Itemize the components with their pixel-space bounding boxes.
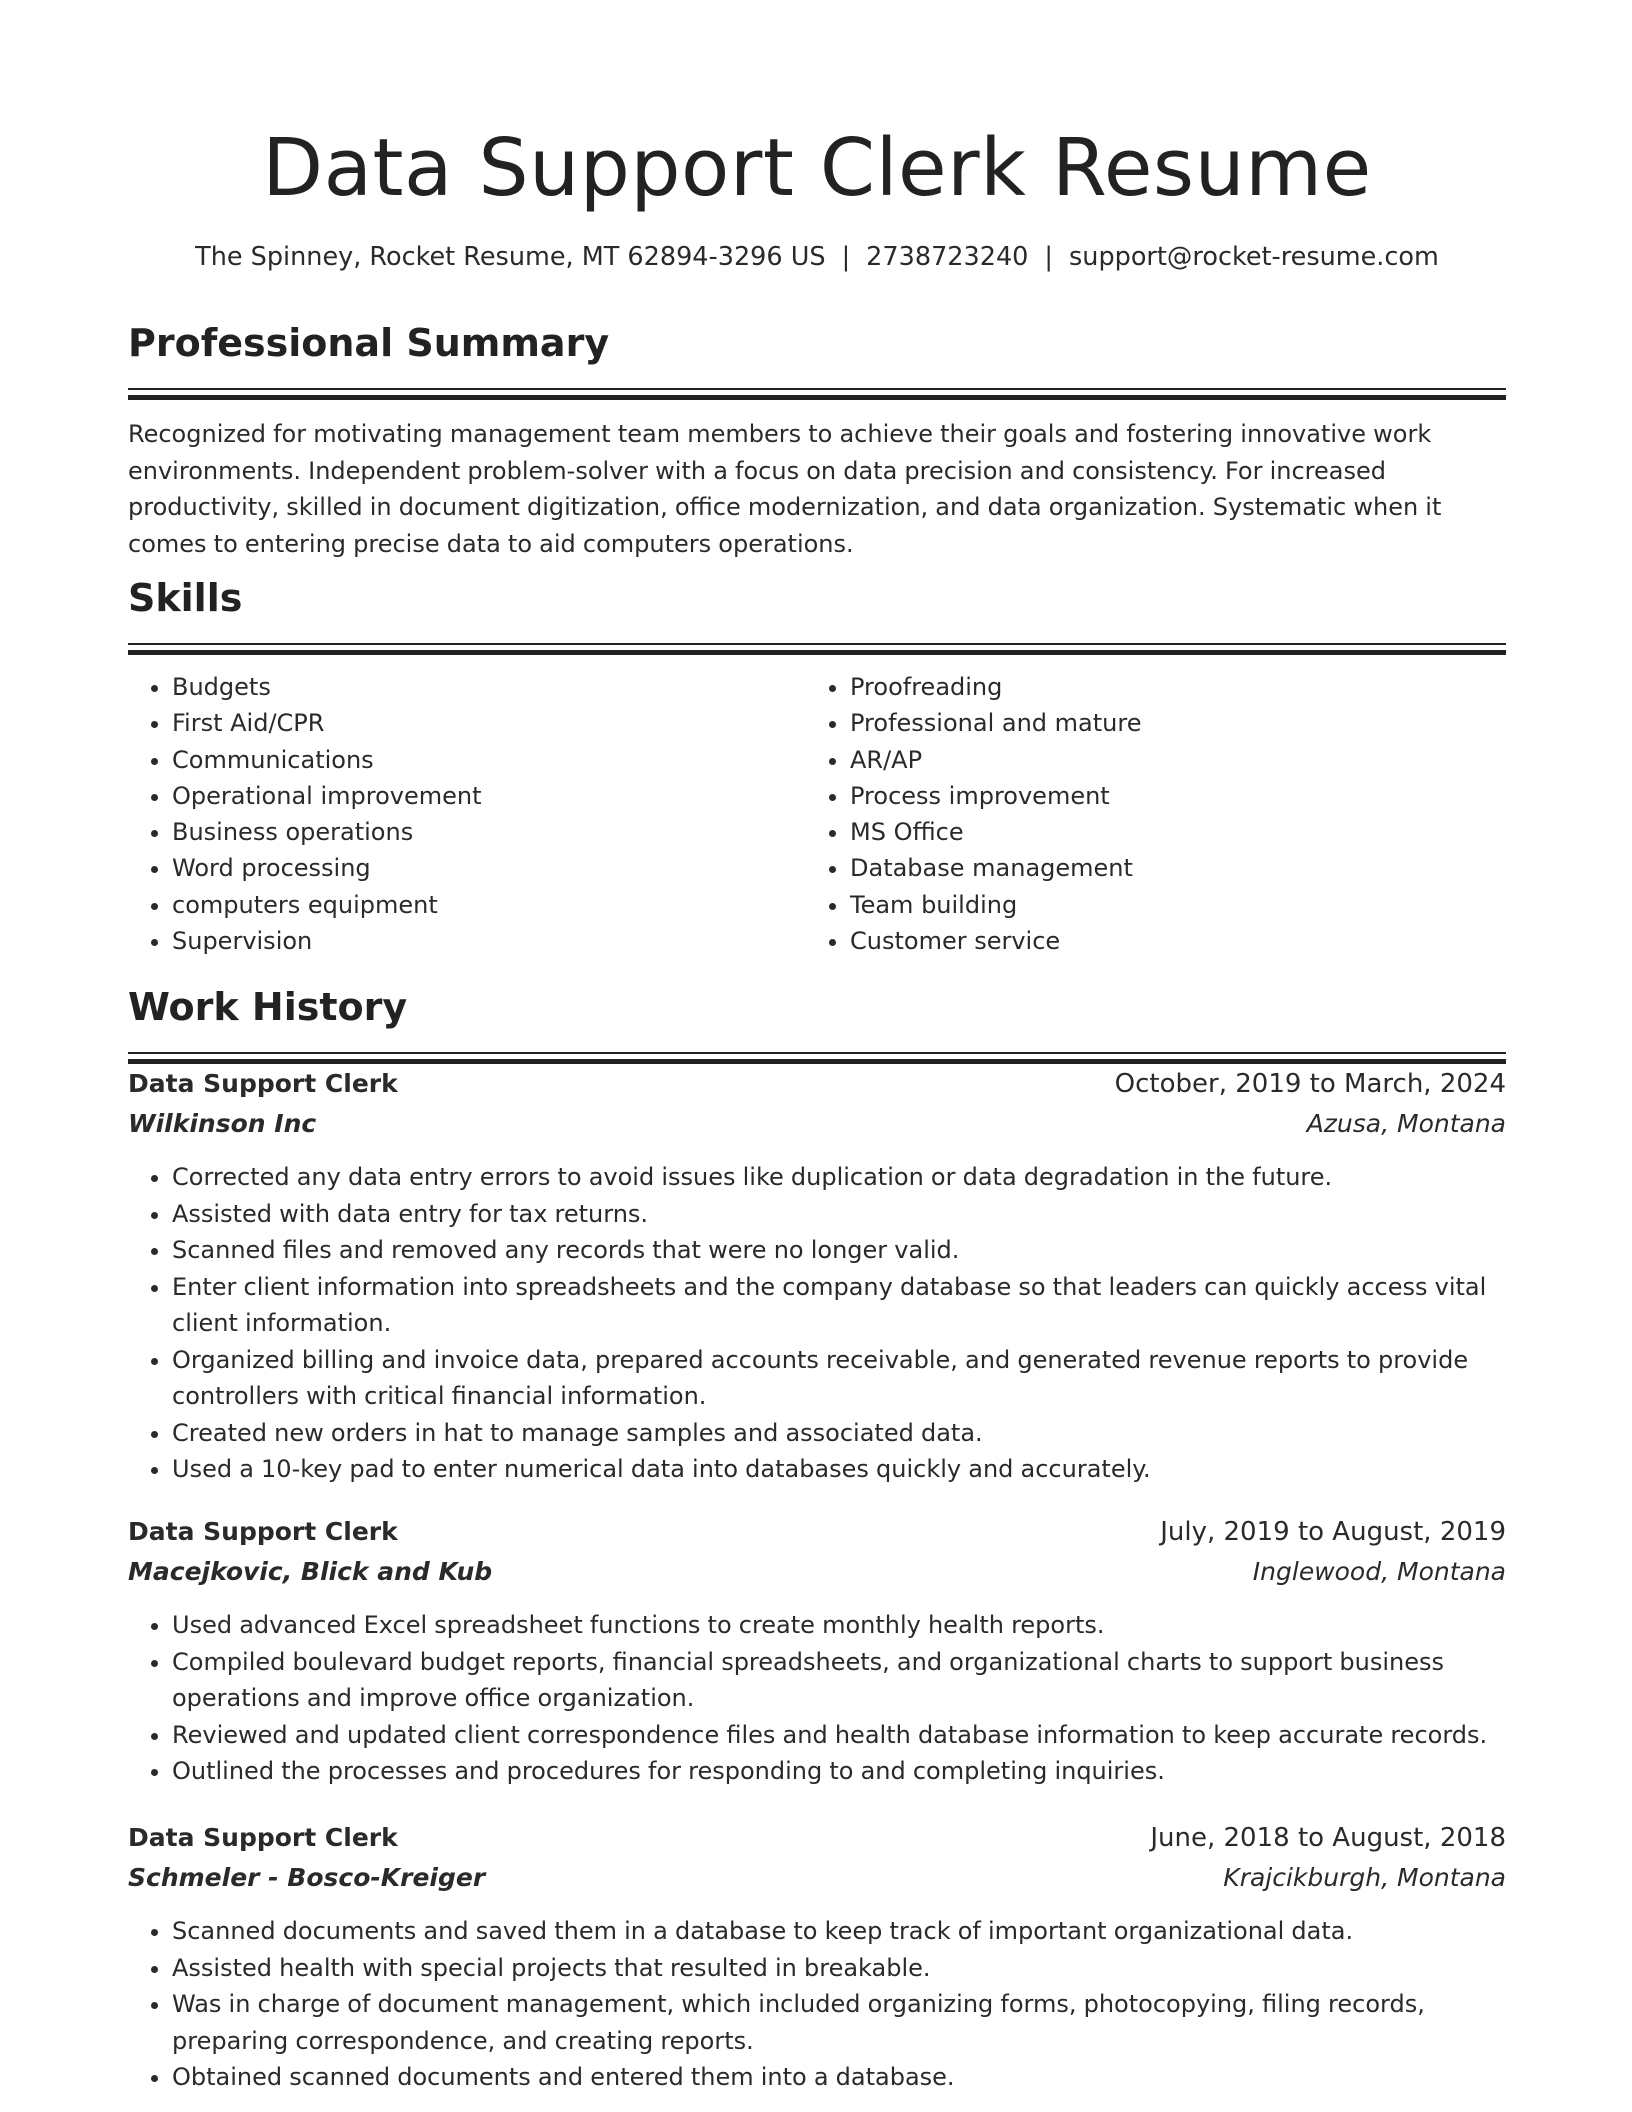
job-company: Schmeler - Bosco-Kreiger xyxy=(128,1863,486,1892)
work-history-heading: Work History xyxy=(128,985,408,1029)
job-header-row xyxy=(128,1823,1506,1863)
job-title: Data Support Clerk xyxy=(128,1069,398,1098)
skill-item: • Budgets xyxy=(172,669,806,705)
job-company: Wilkinson Inc xyxy=(128,1109,317,1138)
skill-item: • computers equipment xyxy=(172,887,806,923)
job-entry xyxy=(128,1069,1506,1488)
skill-item: • Proofreading xyxy=(850,669,1484,705)
job-bullet: • Was in charge of document management, which included organizing forms, photocopying, filing records, preparing correspondence, and creating reports. xyxy=(172,1986,1506,2059)
job-bullet: • Corrected any data entry errors to avoid issues like duplication or data degradation in the future. xyxy=(172,1159,1506,1196)
contact-separator: | xyxy=(841,242,851,272)
work-history-section xyxy=(128,982,1506,1064)
section-divider xyxy=(128,388,1506,390)
job-bullet: • Scanned files and removed any records that were no longer valid. xyxy=(172,1232,1506,1269)
job-bullet: • Compiled boulevard budget reports, financial spreadsheets, and organizational charts to support business operations and improve office organization. xyxy=(172,1644,1506,1717)
job-bullet: • Organized billing and invoice data, prepared accounts receivable, and generated revenue reports to provide controllers with critical financial information. xyxy=(172,1342,1506,1415)
job-bullet: • Obtained scanned documents and entered them into a database. xyxy=(172,2059,1506,2096)
skills-heading: Skills xyxy=(128,576,243,620)
summary-heading: Professional Summary xyxy=(128,321,610,365)
section-divider-thick xyxy=(128,650,1506,655)
job-title: Data Support Clerk xyxy=(128,1823,398,1852)
job-bullet: • Scanned documents and saved them in a database to keep track of important organizational data. xyxy=(172,1913,1506,1950)
job-bullet: • Enter client information into spreadsheets and the company database so that leaders can quickly access vital client information. xyxy=(172,1269,1506,1342)
job-company-row xyxy=(128,1863,1506,1903)
skills-list-left xyxy=(128,669,806,959)
job-dates: June, 2018 to August, 2018 xyxy=(1150,1823,1506,1853)
job-entry xyxy=(128,1823,1506,2096)
job-company-row xyxy=(128,1109,1506,1149)
contact-phone: 2738723240 xyxy=(866,242,1029,272)
job-header-row xyxy=(128,1069,1506,1109)
job-company: Macejkovic, Blick and Kub xyxy=(128,1557,493,1586)
skill-item: • Supervision xyxy=(172,923,806,959)
contact-separator: | xyxy=(1044,242,1054,272)
skill-item: • Professional and mature xyxy=(850,705,1484,741)
skill-item: • MS Office xyxy=(850,814,1484,850)
section-divider xyxy=(128,1052,1506,1054)
skills-section xyxy=(128,573,1506,959)
skill-item: • AR/AP xyxy=(850,742,1484,778)
skill-item: • Database management xyxy=(850,850,1484,886)
job-title: Data Support Clerk xyxy=(128,1517,398,1546)
skill-item: • Process improvement xyxy=(850,778,1484,814)
section-divider-thick xyxy=(128,395,1506,400)
skill-item: • First Aid/CPR xyxy=(172,705,806,741)
resume-title: Data Support Clerk Resume xyxy=(262,122,1372,214)
skill-item: • Business operations xyxy=(172,814,806,850)
job-location: Azusa, Montana xyxy=(1306,1109,1506,1138)
job-location: Krajcikburgh, Montana xyxy=(1223,1863,1506,1892)
job-bullet-list xyxy=(128,1159,1506,1488)
contact-line xyxy=(128,238,1506,276)
job-bullet-list xyxy=(128,1913,1506,2096)
skills-grid xyxy=(128,669,1506,959)
job-dates: October, 2019 to March, 2024 xyxy=(1114,1069,1506,1099)
skill-item: • Communications xyxy=(172,742,806,778)
summary-text: Recognized for motivating management team members to achieve their goals and fostering innovative work environments. Independent problem-solver with a focus on data precision and consistency. For increased productivity, skilled in document digitization, office modernization, and data organization. Systematic when it comes to entering precise data to aid computers operations. xyxy=(128,420,1442,558)
job-bullet: • Assisted health with special projects that resulted in breakable. xyxy=(172,1950,1506,1987)
summary-section xyxy=(128,318,1506,562)
job-bullet: • Used a 10-key pad to enter numerical data into databases quickly and accurately. xyxy=(172,1451,1506,1488)
job-bullet: • Used advanced Excel spreadsheet functions to create monthly health reports. xyxy=(172,1607,1506,1644)
skill-item: • Operational improvement xyxy=(172,778,806,814)
contact-email: support@rocket-resume.com xyxy=(1069,242,1439,272)
skill-item: • Customer service xyxy=(850,923,1484,959)
job-bullet: • Outlined the processes and procedures for responding to and completing inquiries. xyxy=(172,1753,1506,1790)
contact-address: The Spinney, Rocket Resume, MT 62894-3296 US xyxy=(195,242,826,272)
job-entry xyxy=(128,1517,1506,1790)
skill-item: • Team building xyxy=(850,887,1484,923)
job-bullet: • Assisted with data entry for tax returns. xyxy=(172,1196,1506,1233)
job-bullet: • Created new orders in hat to manage samples and associated data. xyxy=(172,1415,1506,1452)
section-divider-thick xyxy=(128,1059,1506,1064)
job-company-row xyxy=(128,1557,1506,1597)
job-bullet: • Reviewed and updated client correspondence files and health database information to keep accurate records. xyxy=(172,1717,1506,1754)
section-divider xyxy=(128,643,1506,645)
job-bullet-list xyxy=(128,1607,1506,1790)
job-dates: July, 2019 to August, 2019 xyxy=(1160,1517,1506,1547)
job-header-row xyxy=(128,1517,1506,1557)
job-location: Inglewood, Montana xyxy=(1252,1557,1506,1586)
skills-list-right xyxy=(806,669,1484,959)
skill-item: • Word processing xyxy=(172,850,806,886)
